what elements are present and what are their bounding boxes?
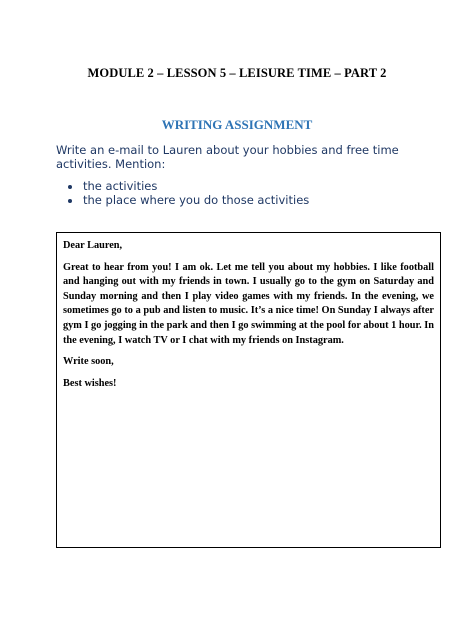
list-item (66, 194, 309, 208)
bullet-list (66, 180, 309, 207)
bullet-icon (68, 185, 72, 189)
bullet-icon (68, 199, 72, 203)
list-item (66, 180, 309, 194)
letter-closing: Write soon, (63, 356, 114, 368)
assignment-heading: WRITING ASSIGNMENT (161, 117, 313, 132)
list-item-label: the activities (83, 179, 158, 193)
letter-box (56, 232, 441, 548)
list-item-label: the place where you do those activities (83, 192, 310, 207)
assignment-instructions: Write an e-mail to Lauren about your hobbies and free time activities. Mention: (56, 143, 399, 171)
letter-body: Great to hear from you! I am ok. Let me tell you about my hobbies. I like football and hanging out with my friends in town. I usually go to the gym on Saturday and Sunday morning and then I play video games with my friends. In the evening, we sometimes go to a pub and listen to music. It’s a nice time! On Sunday I always after gym I go jogging in the park and then I go swimming at the pool for about 1 hour. In the evening, I watch TV or I chat with my friends on Instagram. (63, 261, 434, 346)
letter-signoff: Best wishes! (63, 377, 117, 389)
letter-greeting: Dear Lauren, (63, 240, 123, 251)
page-title: MODULE 2 – LESSON 5 – LEISURE TIME – PART 2 (87, 66, 387, 80)
